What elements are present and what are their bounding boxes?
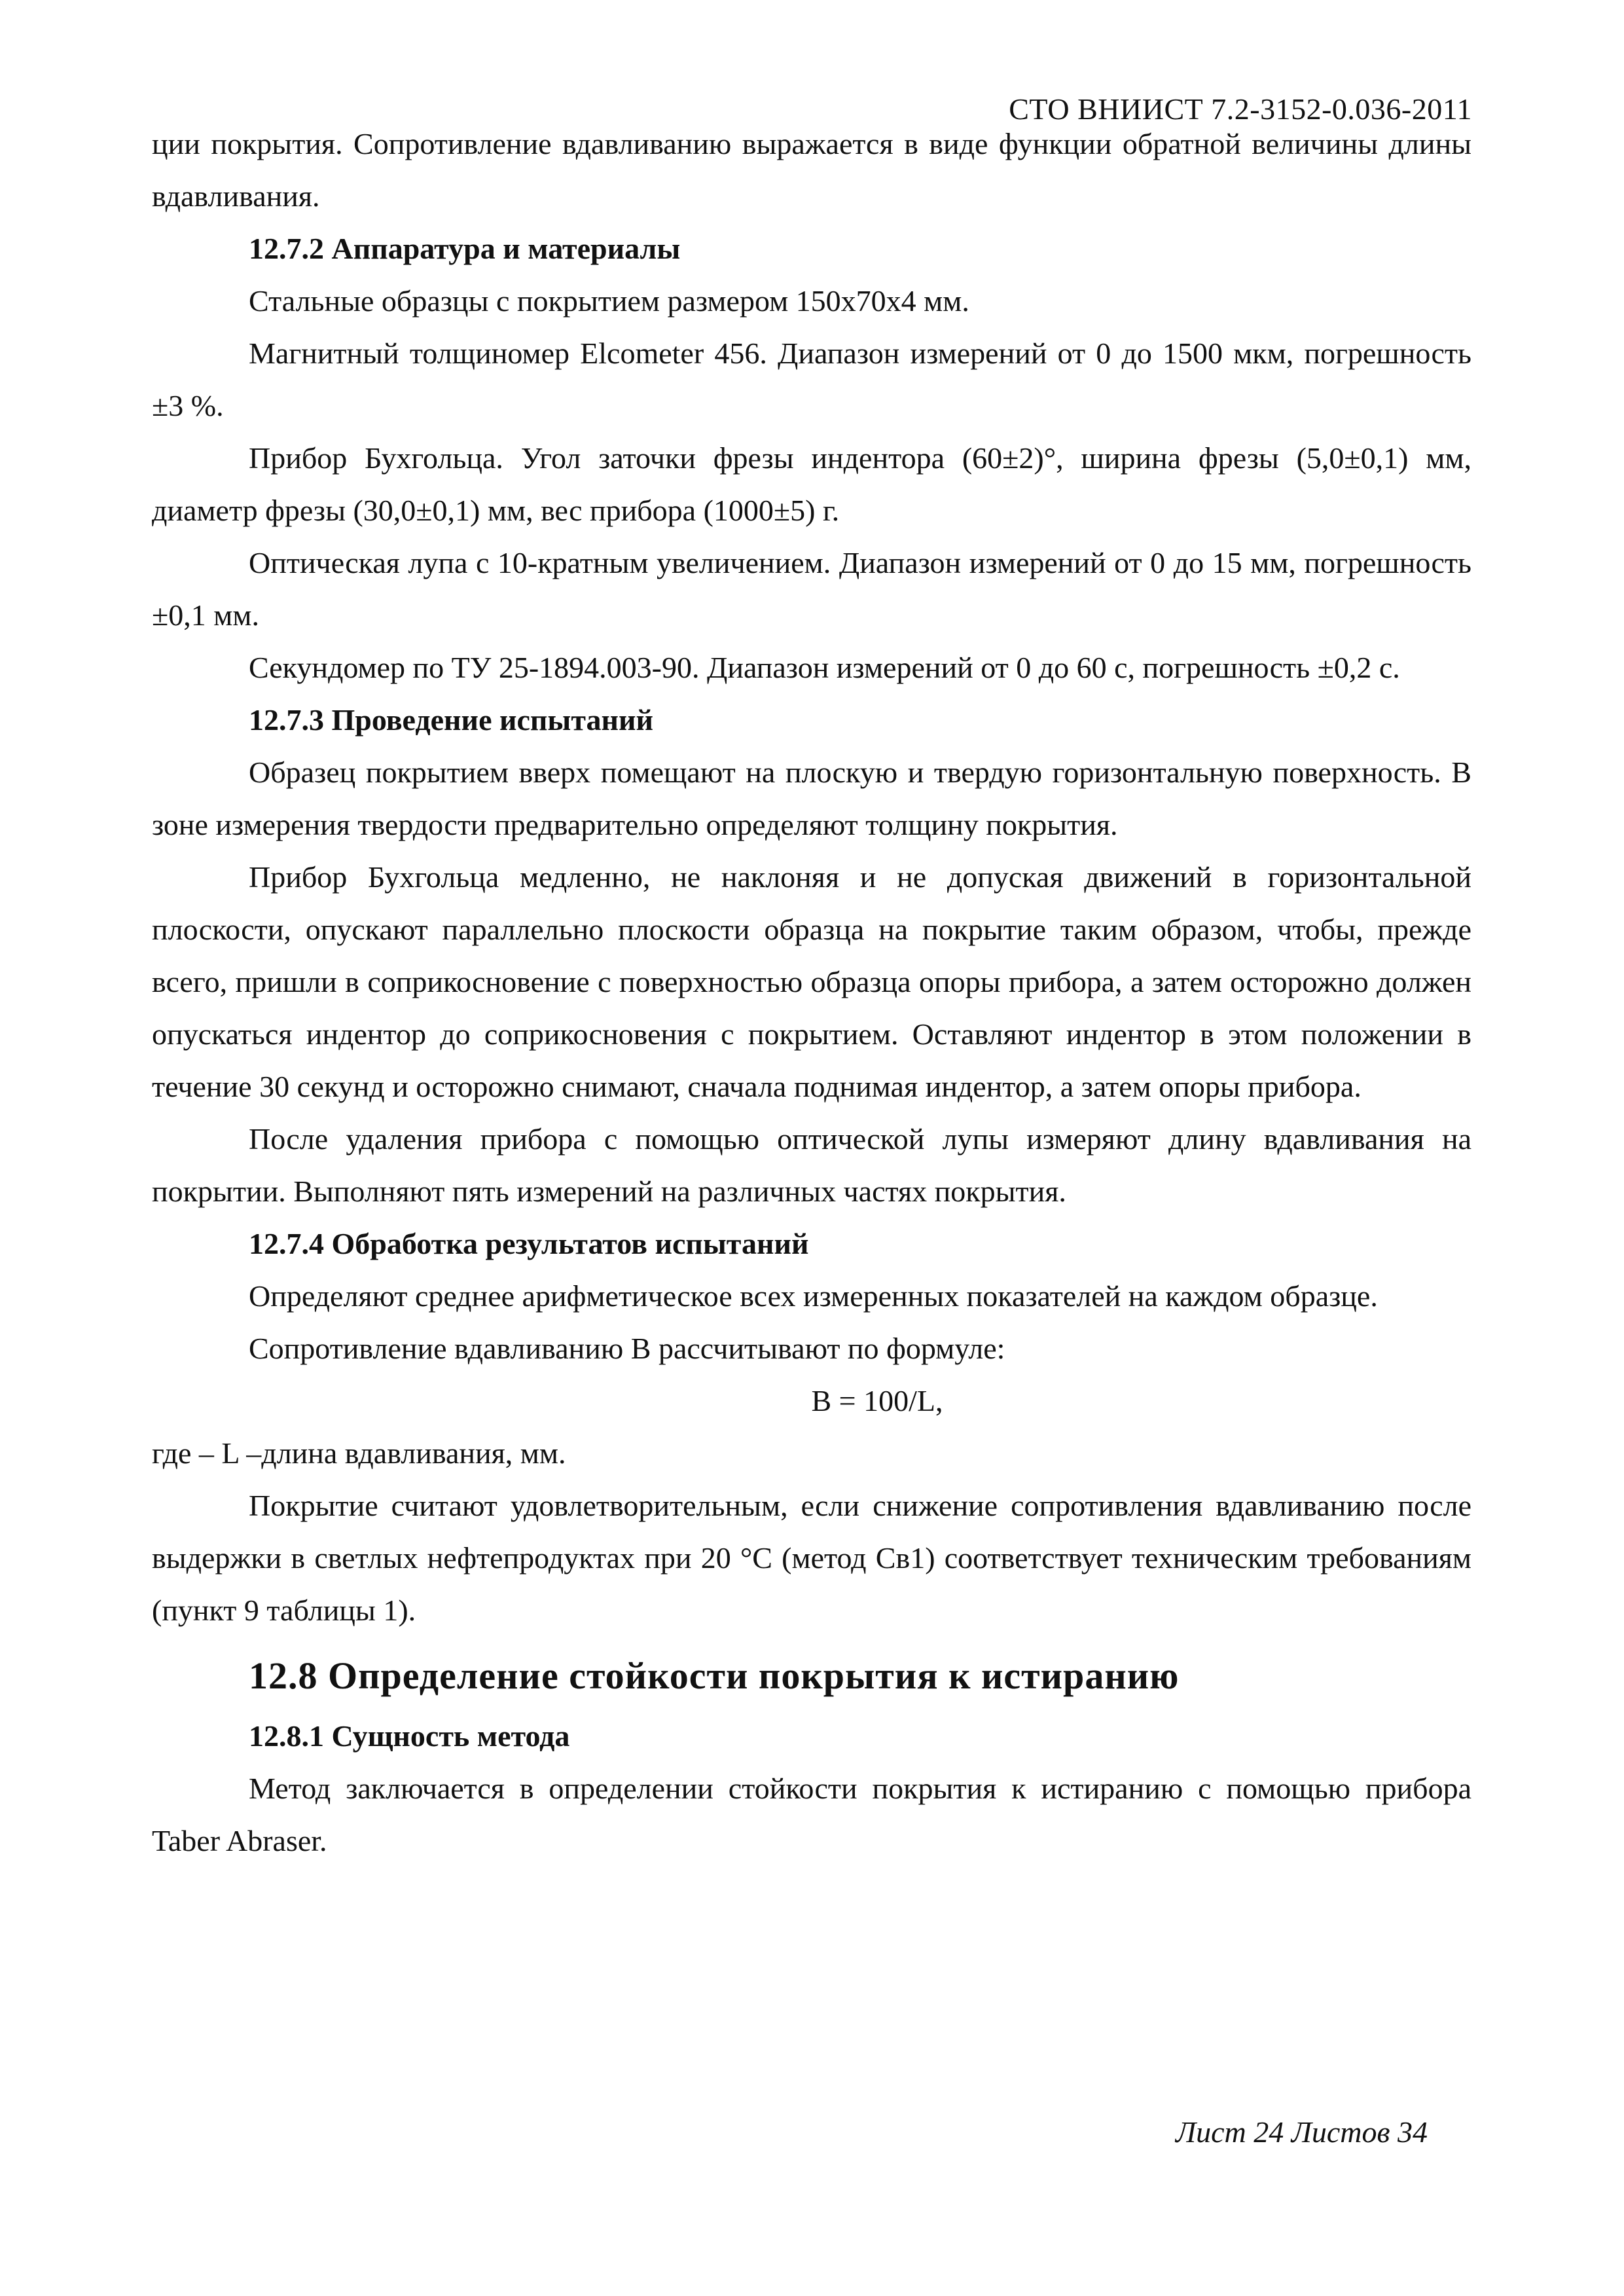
sheet-number-footer: Лист 24 Листов 34 [1175,2115,1428,2149]
formula: В = 100/L, [811,1384,943,1417]
section-heading-12-8: 12.8 Определение стойкости покрытия к истиранию [249,1654,1180,1697]
section-heading-12-7-4: 12.7.4 Обработка результатов испытаний [249,1227,809,1260]
paragraph-test-procedure: Прибор Бухгольца медленно, не наклоняя и не допуская движений в горизонтальной плоскости, опускают параллельно плоскости образца на покрытие таким образом, чтобы, прежде всего, пришли в соприкосновение с поверхностью образца опоры прибора, а затем осторожно должен опускаться индентор до соприкосновения с покрытием. Оставляют индентор в этом положении в течение 30 секунд и осторожно снимают, сначала поднимая индентор, а затем опоры прибора. [152,860,1471,1103]
paragraph-sample-placement: Образец покрытием вверх помещают на плоскую и твердую горизонтальную поверхность. В зоне измерения твердости предварительно определяют толщину покрытия. [152,756,1471,841]
document-body [152,118,1471,1867]
paragraph-buchholz-device: Прибор Бухгольца. Угол заточки фрезы индентора (60±2)°, ширина фрезы (5,0±0,1) мм, диаметр фрезы (30,0±0,1) мм, вес прибора (1000±5) г. [152,441,1471,527]
paragraph-average: Определяют среднее арифметическое всех измеренных показателей на каждом образце. [249,1279,1378,1313]
paragraph-samples: Стальные образцы с покрытием размером 150х70х4 мм. [249,284,969,318]
paragraph-measurement: После удаления прибора с помощью оптической лупы измеряют длину вдавливания на покрытии. Выполняют пять измерений на различных частях покрытия. [152,1122,1471,1208]
section-heading-12-7-2: 12.7.2 Аппаратура и материалы [249,232,681,265]
paragraph-formula-intro: Сопротивление вдавливанию В рассчитывают по формуле: [249,1332,1005,1365]
paragraph-thickness-gauge: Магнитный толщиномер Elcometer 456. Диапазон измерений от 0 до 1500 мкм, погрешность ±3 %. [152,337,1471,422]
paragraph-continuation: ции покрытия. Сопротивление вдавливанию выражается в виде функции обратной величины длины вдавливания. [152,127,1471,213]
section-heading-12-8-1: 12.8.1 Сущность метода [249,1719,570,1753]
paragraph-stopwatch: Секундомер по ТУ 25-1894.003-90. Диапазон измерений от 0 до 60 с, погрешность ±0,2 с. [249,651,1400,684]
paragraph-formula-legend: где – L –длина вдавливания, мм. [152,1436,566,1470]
paragraph-acceptance: Покрытие считают удовлетворительным, если снижение сопротивления вдавливанию после выдержки в светлых нефтепродуктах при 20 °С (метод Св1) соответствует техническим требованиям (пункт 9 таблицы 1). [152,1489,1471,1627]
paragraph-method-essence: Метод заключается в определении стойкости покрытия к истиранию с помощью прибора Taber Abraser. [152,1772,1471,1857]
document-code-header: СТО ВНИИСТ 7.2-3152-0.036-2011 [1009,92,1472,126]
paragraph-optical-loupe: Оптическая лупа с 10-кратным увеличением. Диапазон измерений от 0 до 15 мм, погрешность ±0,1 мм. [152,546,1471,632]
section-heading-12-7-3: 12.7.3 Проведение испытаний [249,703,653,737]
